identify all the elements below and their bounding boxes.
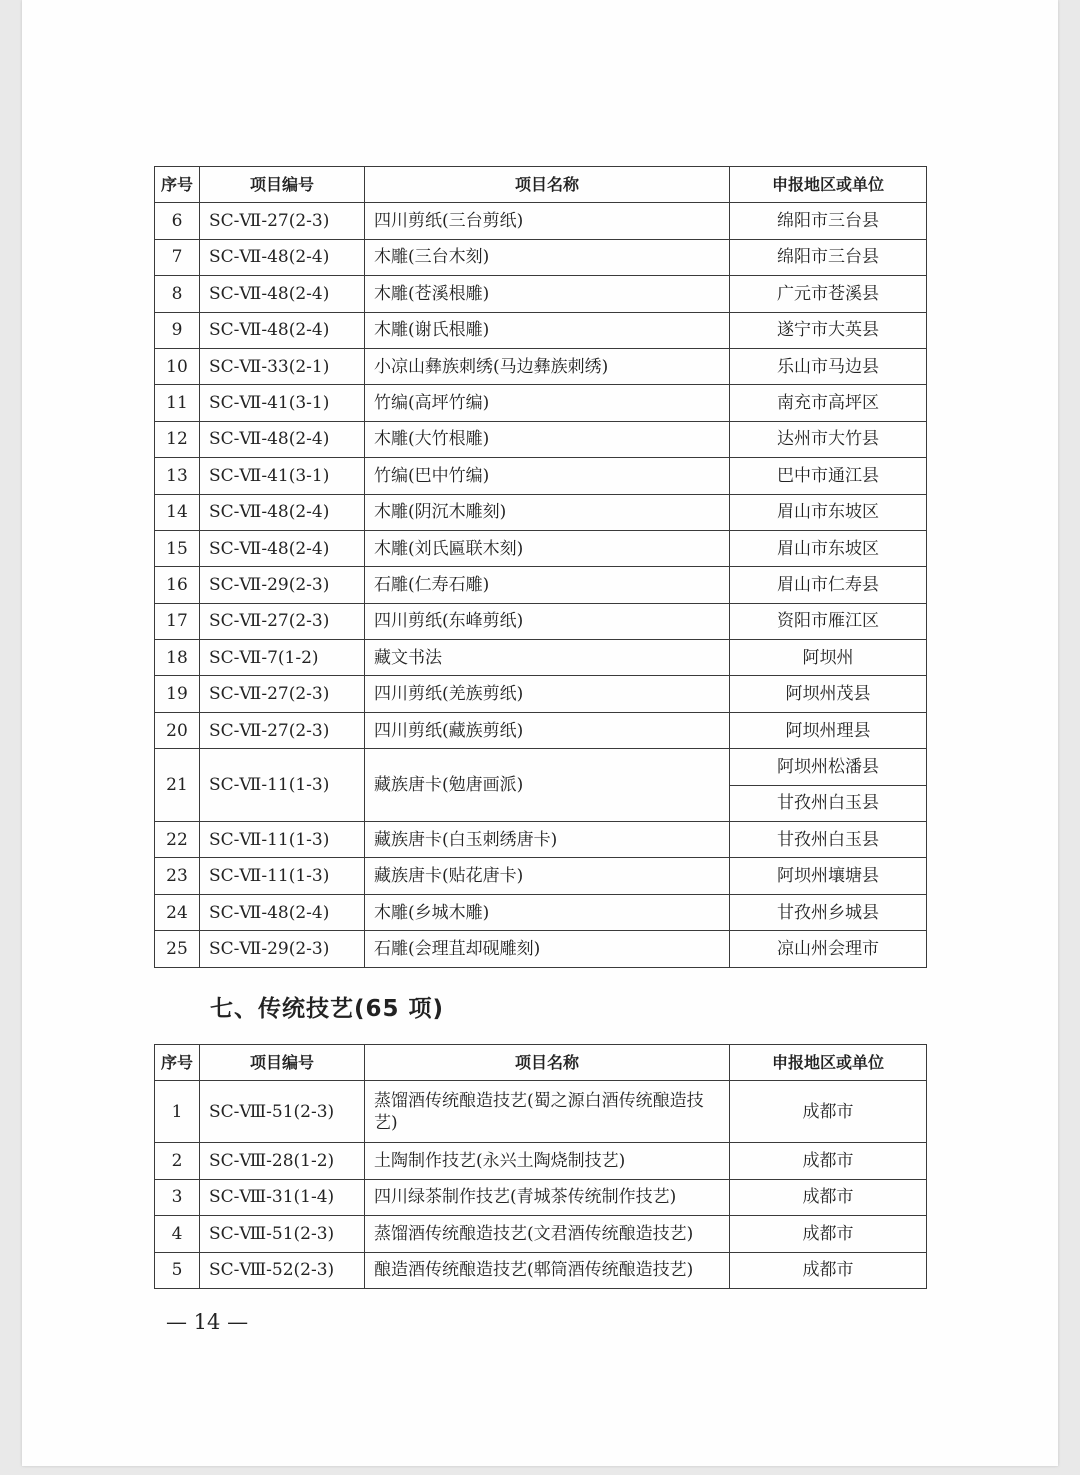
row-name: 木雕(三台木刻) bbox=[365, 239, 730, 275]
row-seq: 2 bbox=[155, 1143, 200, 1179]
row-region: 绵阳市三台县 bbox=[730, 203, 927, 239]
row-region: 阿坝州 bbox=[730, 640, 927, 676]
row-code: SC-Ⅶ-48(2-4) bbox=[200, 276, 365, 312]
row-region: 资阳市雁江区 bbox=[730, 603, 927, 639]
row-code: SC-Ⅶ-27(2-3) bbox=[200, 203, 365, 239]
page-number: — 14 — bbox=[166, 1310, 249, 1334]
row-name: 四川剪纸(东峰剪纸) bbox=[365, 603, 730, 639]
row-code: SC-Ⅶ-27(2-3) bbox=[200, 676, 365, 712]
row-code: SC-Ⅶ-48(2-4) bbox=[200, 239, 365, 275]
heritage-table-crafts bbox=[154, 166, 927, 968]
table-header-row bbox=[155, 167, 927, 203]
row-seq: 4 bbox=[155, 1216, 200, 1252]
section-title: 七、传统技艺(65 项) bbox=[210, 996, 445, 1022]
table-row bbox=[155, 1216, 927, 1252]
row-name: 酿造酒传统酿造技艺(郫筒酒传统酿造技艺) bbox=[365, 1252, 730, 1288]
table-row bbox=[155, 385, 927, 421]
row-code: SC-Ⅶ-33(2-1) bbox=[200, 348, 365, 384]
header-code: 项目编号 bbox=[200, 1045, 365, 1081]
row-code: SC-Ⅶ-11(1-3) bbox=[200, 822, 365, 858]
row-region: 凉山州会理市 bbox=[730, 931, 927, 967]
row-name: 四川剪纸(三台剪纸) bbox=[365, 203, 730, 239]
table-row bbox=[155, 931, 927, 967]
table-header-row bbox=[155, 1045, 927, 1081]
header-region: 申报地区或单位 bbox=[730, 1045, 927, 1081]
row-seq: 8 bbox=[155, 276, 200, 312]
row-code: SC-Ⅷ-51(2-3) bbox=[200, 1081, 365, 1143]
row-name: 四川剪纸(藏族剪纸) bbox=[365, 712, 730, 748]
table-row bbox=[155, 858, 927, 894]
table-row bbox=[155, 1081, 927, 1143]
row-code: SC-Ⅶ-48(2-4) bbox=[200, 421, 365, 457]
row-region: 阿坝州理县 bbox=[730, 712, 927, 748]
table-row bbox=[155, 749, 927, 785]
row-region: 甘孜州白玉县 bbox=[730, 785, 927, 821]
row-name: 石雕(仁寿石雕) bbox=[365, 567, 730, 603]
row-region: 达州市大竹县 bbox=[730, 421, 927, 457]
row-seq: 5 bbox=[155, 1252, 200, 1288]
row-code: SC-Ⅷ-28(1-2) bbox=[200, 1143, 365, 1179]
row-seq: 17 bbox=[155, 603, 200, 639]
row-code: SC-Ⅶ-27(2-3) bbox=[200, 603, 365, 639]
row-seq: 9 bbox=[155, 312, 200, 348]
row-seq: 23 bbox=[155, 858, 200, 894]
row-seq: 20 bbox=[155, 712, 200, 748]
row-region: 成都市 bbox=[730, 1252, 927, 1288]
row-code: SC-Ⅶ-41(3-1) bbox=[200, 385, 365, 421]
row-name: 藏族唐卡(贴花唐卡) bbox=[365, 858, 730, 894]
row-code: SC-Ⅶ-48(2-4) bbox=[200, 312, 365, 348]
header-seq: 序号 bbox=[155, 167, 200, 203]
table-row bbox=[155, 822, 927, 858]
row-code: SC-Ⅷ-52(2-3) bbox=[200, 1252, 365, 1288]
row-name: 藏族唐卡(勉唐画派) bbox=[365, 749, 730, 822]
row-region: 乐山市马边县 bbox=[730, 348, 927, 384]
row-seq: 10 bbox=[155, 348, 200, 384]
row-seq: 6 bbox=[155, 203, 200, 239]
row-name: 藏文书法 bbox=[365, 640, 730, 676]
table-body bbox=[155, 203, 927, 967]
header-name: 项目名称 bbox=[365, 167, 730, 203]
row-seq: 22 bbox=[155, 822, 200, 858]
row-seq: 11 bbox=[155, 385, 200, 421]
row-seq: 1 bbox=[155, 1081, 200, 1143]
table-row bbox=[155, 1179, 927, 1215]
row-code: SC-Ⅶ-41(3-1) bbox=[200, 458, 365, 494]
row-code: SC-Ⅶ-27(2-3) bbox=[200, 712, 365, 748]
row-region: 阿坝州松潘县 bbox=[730, 749, 927, 785]
row-name: 蒸馏酒传统酿造技艺(蜀之源白酒传统酿造技艺) bbox=[365, 1081, 730, 1143]
row-code: SC-Ⅶ-48(2-4) bbox=[200, 494, 365, 530]
row-region: 成都市 bbox=[730, 1179, 927, 1215]
row-region: 成都市 bbox=[730, 1081, 927, 1143]
row-code: SC-Ⅶ-11(1-3) bbox=[200, 858, 365, 894]
row-name: 竹编(高坪竹编) bbox=[365, 385, 730, 421]
row-region: 绵阳市三台县 bbox=[730, 239, 927, 275]
table-row bbox=[155, 603, 927, 639]
table-row bbox=[155, 239, 927, 275]
header-region: 申报地区或单位 bbox=[730, 167, 927, 203]
row-name: 四川绿茶制作技艺(青城茶传统制作技艺) bbox=[365, 1179, 730, 1215]
row-seq: 25 bbox=[155, 931, 200, 967]
row-seq: 18 bbox=[155, 640, 200, 676]
row-name: 木雕(谢氏根雕) bbox=[365, 312, 730, 348]
row-name: 木雕(刘氏匾联木刻) bbox=[365, 530, 730, 566]
table-row bbox=[155, 203, 927, 239]
row-seq: 14 bbox=[155, 494, 200, 530]
table-row bbox=[155, 712, 927, 748]
row-region: 眉山市仁寿县 bbox=[730, 567, 927, 603]
row-code: SC-Ⅶ-11(1-3) bbox=[200, 749, 365, 822]
row-region: 南充市高坪区 bbox=[730, 385, 927, 421]
row-name: 小凉山彝族刺绣(马边彝族刺绣) bbox=[365, 348, 730, 384]
header-name: 项目名称 bbox=[365, 1045, 730, 1081]
row-region: 广元市苍溪县 bbox=[730, 276, 927, 312]
row-name: 木雕(大竹根雕) bbox=[365, 421, 730, 457]
row-seq: 21 bbox=[155, 749, 200, 822]
row-region: 眉山市东坡区 bbox=[730, 530, 927, 566]
row-region: 眉山市东坡区 bbox=[730, 494, 927, 530]
row-name: 石雕(会理苴却砚雕刻) bbox=[365, 931, 730, 967]
row-region: 遂宁市大英县 bbox=[730, 312, 927, 348]
heritage-table-techniques bbox=[154, 1044, 927, 1289]
row-seq: 13 bbox=[155, 458, 200, 494]
row-region: 成都市 bbox=[730, 1143, 927, 1179]
row-region: 阿坝州茂县 bbox=[730, 676, 927, 712]
table-row bbox=[155, 348, 927, 384]
row-seq: 16 bbox=[155, 567, 200, 603]
table-row bbox=[155, 458, 927, 494]
table-row bbox=[155, 421, 927, 457]
header-code: 项目编号 bbox=[200, 167, 365, 203]
row-name: 蒸馏酒传统酿造技艺(文君酒传统酿造技艺) bbox=[365, 1216, 730, 1252]
row-code: SC-Ⅶ-48(2-4) bbox=[200, 530, 365, 566]
row-name: 藏族唐卡(白玉刺绣唐卡) bbox=[365, 822, 730, 858]
row-name: 木雕(乡城木雕) bbox=[365, 894, 730, 930]
row-seq: 3 bbox=[155, 1179, 200, 1215]
row-code: SC-Ⅷ-31(1-4) bbox=[200, 1179, 365, 1215]
row-code: SC-Ⅶ-29(2-3) bbox=[200, 567, 365, 603]
row-region: 甘孜州白玉县 bbox=[730, 822, 927, 858]
row-region: 阿坝州壤塘县 bbox=[730, 858, 927, 894]
row-seq: 24 bbox=[155, 894, 200, 930]
table-row bbox=[155, 1252, 927, 1288]
table-row bbox=[155, 894, 927, 930]
table-row bbox=[155, 530, 927, 566]
row-region: 成都市 bbox=[730, 1216, 927, 1252]
table-row bbox=[155, 640, 927, 676]
row-region: 巴中市通江县 bbox=[730, 458, 927, 494]
row-code: SC-Ⅷ-51(2-3) bbox=[200, 1216, 365, 1252]
header-seq: 序号 bbox=[155, 1045, 200, 1081]
row-code: SC-Ⅶ-7(1-2) bbox=[200, 640, 365, 676]
table-row bbox=[155, 276, 927, 312]
row-code: SC-Ⅶ-48(2-4) bbox=[200, 894, 365, 930]
row-seq: 12 bbox=[155, 421, 200, 457]
table-row bbox=[155, 494, 927, 530]
table-body bbox=[155, 1081, 927, 1289]
row-seq: 7 bbox=[155, 239, 200, 275]
row-seq: 19 bbox=[155, 676, 200, 712]
row-code: SC-Ⅶ-29(2-3) bbox=[200, 931, 365, 967]
table-row bbox=[155, 312, 927, 348]
row-seq: 15 bbox=[155, 530, 200, 566]
table-row bbox=[155, 676, 927, 712]
table-row bbox=[155, 1143, 927, 1179]
row-name: 土陶制作技艺(永兴土陶烧制技艺) bbox=[365, 1143, 730, 1179]
table-row bbox=[155, 567, 927, 603]
row-name: 竹编(巴中竹编) bbox=[365, 458, 730, 494]
row-region: 甘孜州乡城县 bbox=[730, 894, 927, 930]
row-name: 木雕(苍溪根雕) bbox=[365, 276, 730, 312]
row-name: 四川剪纸(羌族剪纸) bbox=[365, 676, 730, 712]
row-name: 木雕(阴沉木雕刻) bbox=[365, 494, 730, 530]
